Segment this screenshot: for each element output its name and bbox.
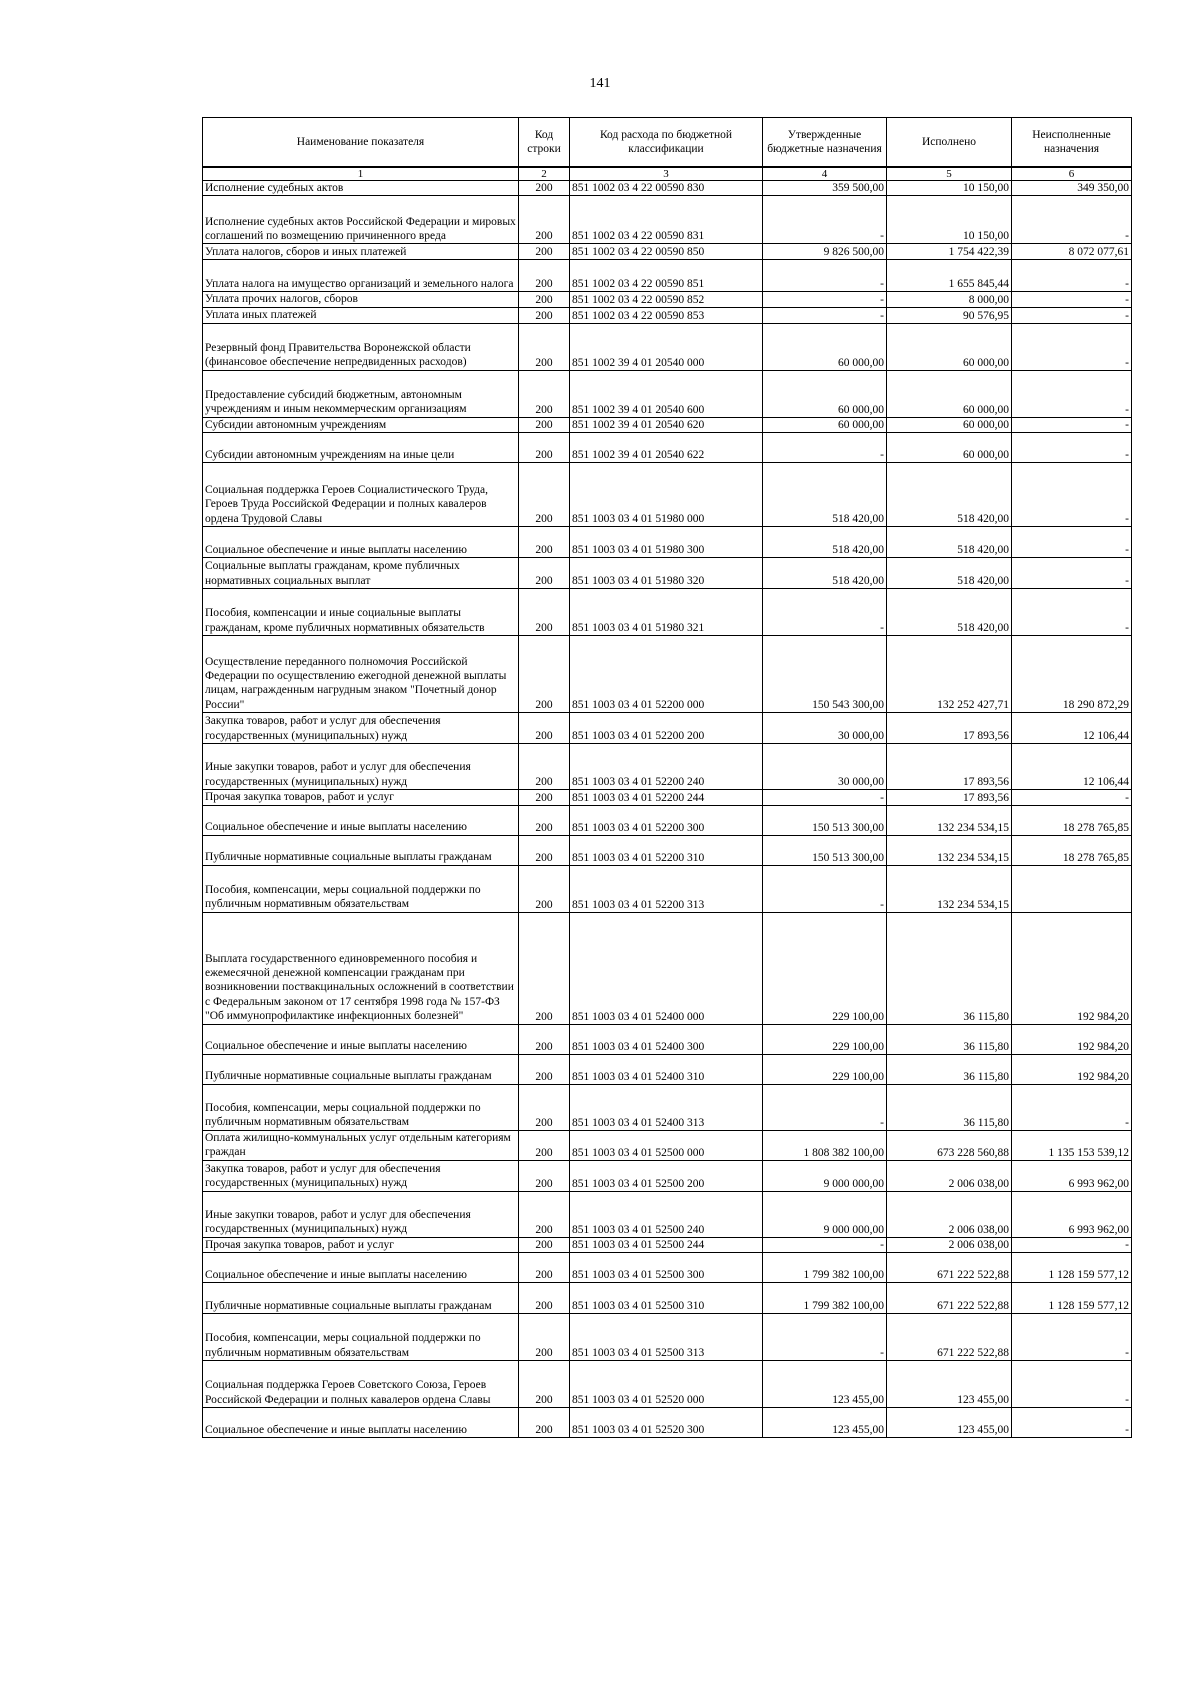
row-name: Пособия, компенсации, меры социальной поддержки по публичным нормативным обязательствам	[203, 865, 519, 912]
row-approved-amount: 518 420,00	[763, 527, 887, 558]
row-line-code: 200	[519, 292, 570, 307]
row-approved-amount: 123 455,00	[763, 1361, 887, 1408]
row-approved-amount: 1 799 382 100,00	[763, 1253, 887, 1283]
row-name: Пособия, компенсации, меры социальной поддержки по публичным нормативным обязательствам	[203, 1084, 519, 1130]
row-classification-code: 851 1002 03 4 22 00590 851	[570, 260, 763, 292]
row-approved-amount: 359 500,00	[763, 181, 887, 196]
row-name: Пособия, компенсации и иные социальные выплаты гражданам, кроме публичных нормативных обязательств	[203, 589, 519, 636]
row-approved-amount: -	[763, 260, 887, 292]
row-executed-amount: 518 420,00	[887, 527, 1012, 558]
row-unexecuted-amount: 1 128 159 577,12	[1012, 1283, 1132, 1314]
row-classification-code: 851 1002 03 4 22 00590 850	[570, 244, 763, 260]
row-executed-amount: 132 234 534,15	[887, 805, 1012, 835]
row-classification-code: 851 1003 03 4 01 52200 300	[570, 805, 763, 835]
table-header	[203, 118, 1132, 181]
row-executed-amount: 671 222 522,88	[887, 1314, 1012, 1361]
row-executed-amount: 17 893,56	[887, 744, 1012, 790]
row-line-code: 200	[519, 244, 570, 260]
row-classification-code: 851 1003 03 4 01 51980 321	[570, 589, 763, 636]
row-name: Социальное обеспечение и иные выплаты населению	[203, 805, 519, 835]
row-executed-amount: 2 006 038,00	[887, 1160, 1012, 1191]
table-row	[203, 292, 1132, 307]
row-line-code: 200	[519, 370, 570, 417]
row-unexecuted-amount: 8 072 077,61	[1012, 244, 1132, 260]
row-unexecuted-amount: 192 984,20	[1012, 912, 1132, 1024]
table-row	[203, 790, 1132, 805]
table-row	[203, 713, 1132, 744]
row-line-code: 200	[519, 527, 570, 558]
row-classification-code: 851 1002 03 4 22 00590 831	[570, 196, 763, 244]
row-approved-amount: 123 455,00	[763, 1408, 887, 1438]
row-name: Социальная поддержка Героев Советского Союза, Героев Российской Федерации и полных кавалеров ордена Славы	[203, 1361, 519, 1408]
row-executed-amount: 518 420,00	[887, 558, 1012, 589]
table-row	[203, 433, 1132, 463]
row-unexecuted-amount: 192 984,20	[1012, 1054, 1132, 1084]
budget-execution-table	[202, 117, 1132, 1438]
table-row	[203, 417, 1132, 432]
row-approved-amount: -	[763, 196, 887, 244]
row-unexecuted-amount: -	[1012, 292, 1132, 307]
row-unexecuted-amount: -	[1012, 1237, 1132, 1252]
row-line-code: 200	[519, 1130, 570, 1160]
row-executed-amount: 132 234 534,15	[887, 835, 1012, 865]
row-line-code: 200	[519, 1408, 570, 1438]
table-row	[203, 323, 1132, 370]
row-unexecuted-amount: -	[1012, 323, 1132, 370]
header-approved: Утвержденные бюджетные назначения	[763, 118, 887, 168]
row-name: Уплата налогов, сборов и иных платежей	[203, 244, 519, 260]
row-classification-code: 851 1003 03 4 01 52200 200	[570, 713, 763, 744]
table-row	[203, 196, 1132, 244]
row-name: Осуществление переданного полномочия Российской Федерации по осуществлению ежегодной денежной выплаты лицам, награжденным нагрудным знаком "Почетный донор России"	[203, 636, 519, 713]
row-executed-amount: 60 000,00	[887, 433, 1012, 463]
row-executed-amount: 1 655 845,44	[887, 260, 1012, 292]
row-unexecuted-amount: -	[1012, 1314, 1132, 1361]
column-number: 3	[570, 167, 763, 181]
row-unexecuted-amount: 1 128 159 577,12	[1012, 1253, 1132, 1283]
row-approved-amount: 60 000,00	[763, 417, 887, 432]
column-number: 4	[763, 167, 887, 181]
row-approved-amount: -	[763, 292, 887, 307]
table-row	[203, 1160, 1132, 1191]
row-unexecuted-amount: -	[1012, 370, 1132, 417]
row-classification-code: 851 1003 03 4 01 52500 244	[570, 1237, 763, 1252]
row-executed-amount: 36 115,80	[887, 1084, 1012, 1130]
row-line-code: 200	[519, 1160, 570, 1191]
row-name: Социальное обеспечение и иные выплаты населению	[203, 1024, 519, 1054]
row-executed-amount: 8 000,00	[887, 292, 1012, 307]
row-unexecuted-amount	[1012, 865, 1132, 912]
row-line-code: 200	[519, 1237, 570, 1252]
row-classification-code: 851 1003 03 4 01 52200 240	[570, 744, 763, 790]
row-approved-amount: 60 000,00	[763, 370, 887, 417]
row-line-code: 200	[519, 1253, 570, 1283]
row-line-code: 200	[519, 790, 570, 805]
row-approved-amount: 518 420,00	[763, 463, 887, 527]
row-unexecuted-amount: -	[1012, 463, 1132, 527]
row-approved-amount: -	[763, 307, 887, 323]
row-approved-amount: -	[763, 790, 887, 805]
page-number: 141	[589, 76, 611, 91]
table-row	[203, 1314, 1132, 1361]
table-row	[203, 1024, 1132, 1054]
row-line-code: 200	[519, 1361, 570, 1408]
row-executed-amount: 60 000,00	[887, 370, 1012, 417]
row-classification-code: 851 1003 03 4 01 51980 300	[570, 527, 763, 558]
row-unexecuted-amount: -	[1012, 790, 1132, 805]
row-line-code: 200	[519, 1314, 570, 1361]
row-name: Иные закупки товаров, работ и услуг для обеспечения государственных (муниципальных) нужд	[203, 1191, 519, 1237]
row-name: Резервный фонд Правительства Воронежской области (финансовое обеспечение непредвиденных расходов)	[203, 323, 519, 370]
row-executed-amount: 36 115,80	[887, 1054, 1012, 1084]
row-line-code: 200	[519, 1054, 570, 1084]
row-unexecuted-amount: -	[1012, 1084, 1132, 1130]
row-executed-amount: 1 754 422,39	[887, 244, 1012, 260]
row-classification-code: 851 1003 03 4 01 52200 313	[570, 865, 763, 912]
row-name: Публичные нормативные социальные выплаты гражданам	[203, 835, 519, 865]
row-approved-amount: -	[763, 1314, 887, 1361]
row-unexecuted-amount: -	[1012, 589, 1132, 636]
row-classification-code: 851 1002 03 4 22 00590 830	[570, 181, 763, 196]
row-approved-amount: 9 000 000,00	[763, 1160, 887, 1191]
row-classification-code: 851 1002 39 4 01 20540 620	[570, 417, 763, 432]
row-line-code: 200	[519, 196, 570, 244]
row-line-code: 200	[519, 1191, 570, 1237]
row-name: Иные закупки товаров, работ и услуг для обеспечения государственных (муниципальных) нужд	[203, 744, 519, 790]
column-number: 1	[203, 167, 519, 181]
row-unexecuted-amount: -	[1012, 260, 1132, 292]
row-name: Прочая закупка товаров, работ и услуг	[203, 790, 519, 805]
row-classification-code: 851 1003 03 4 01 52520 300	[570, 1408, 763, 1438]
row-unexecuted-amount: -	[1012, 527, 1132, 558]
row-classification-code: 851 1002 39 4 01 20540 600	[570, 370, 763, 417]
row-executed-amount: 123 455,00	[887, 1361, 1012, 1408]
row-name: Закупка товаров, работ и услуг для обеспечения государственных (муниципальных) нужд	[203, 713, 519, 744]
row-unexecuted-amount: -	[1012, 1408, 1132, 1438]
row-line-code: 200	[519, 636, 570, 713]
row-name: Уплата налога на имущество организаций и земельного налога	[203, 260, 519, 292]
row-unexecuted-amount: 12 106,44	[1012, 713, 1132, 744]
row-executed-amount: 671 222 522,88	[887, 1283, 1012, 1314]
row-classification-code: 851 1003 03 4 01 52500 300	[570, 1253, 763, 1283]
row-unexecuted-amount: 18 290 872,29	[1012, 636, 1132, 713]
row-name: Исполнение судебных актов Российской Федерации и мировых соглашений по возмещению причиненного вреда	[203, 196, 519, 244]
table-body	[203, 181, 1132, 1438]
row-line-code: 200	[519, 835, 570, 865]
row-classification-code: 851 1003 03 4 01 52200 000	[570, 636, 763, 713]
row-name: Оплата жилищно-коммунальных услуг отдельным категориям граждан	[203, 1130, 519, 1160]
row-name: Субсидии автономным учреждениям	[203, 417, 519, 432]
row-unexecuted-amount: 18 278 765,85	[1012, 835, 1132, 865]
row-name: Закупка товаров, работ и услуг для обеспечения государственных (муниципальных) нужд	[203, 1160, 519, 1191]
row-approved-amount: 30 000,00	[763, 744, 887, 790]
header-budget-classification: Код расхода по бюджетной классификации	[570, 118, 763, 168]
row-unexecuted-amount: -	[1012, 417, 1132, 432]
row-classification-code: 851 1003 03 4 01 52500 310	[570, 1283, 763, 1314]
table-row	[203, 307, 1132, 323]
table-row	[203, 1084, 1132, 1130]
row-name: Исполнение судебных актов	[203, 181, 519, 196]
row-executed-amount: 36 115,80	[887, 1024, 1012, 1054]
table-row	[203, 636, 1132, 713]
row-classification-code: 851 1003 03 4 01 52500 200	[570, 1160, 763, 1191]
table-row	[203, 865, 1132, 912]
row-executed-amount: 518 420,00	[887, 463, 1012, 527]
row-classification-code: 851 1003 03 4 01 52520 000	[570, 1361, 763, 1408]
table-row	[203, 370, 1132, 417]
row-name: Публичные нормативные социальные выплаты гражданам	[203, 1283, 519, 1314]
row-unexecuted-amount: 6 993 962,00	[1012, 1191, 1132, 1237]
row-executed-amount: 673 228 560,88	[887, 1130, 1012, 1160]
table-row	[203, 589, 1132, 636]
row-executed-amount: 132 252 427,71	[887, 636, 1012, 713]
row-executed-amount: 2 006 038,00	[887, 1191, 1012, 1237]
header-line-code: Код строки	[519, 118, 570, 168]
row-name: Субсидии автономным учреждениям на иные цели	[203, 433, 519, 463]
row-name: Социальное обеспечение и иные выплаты населению	[203, 1253, 519, 1283]
row-executed-amount: 60 000,00	[887, 323, 1012, 370]
header-executed: Исполнено	[887, 118, 1012, 168]
table-row	[203, 181, 1132, 196]
column-number: 6	[1012, 167, 1132, 181]
table-row	[203, 260, 1132, 292]
row-unexecuted-amount: -	[1012, 196, 1132, 244]
table-row	[203, 1283, 1132, 1314]
row-line-code: 200	[519, 1283, 570, 1314]
row-classification-code: 851 1002 03 4 22 00590 852	[570, 292, 763, 307]
row-executed-amount: 2 006 038,00	[887, 1237, 1012, 1252]
row-executed-amount: 17 893,56	[887, 713, 1012, 744]
table-row	[203, 1237, 1132, 1252]
table-row	[203, 244, 1132, 260]
row-classification-code: 851 1003 03 4 01 52200 310	[570, 835, 763, 865]
column-number: 2	[519, 167, 570, 181]
row-classification-code: 851 1002 03 4 22 00590 853	[570, 307, 763, 323]
row-name: Пособия, компенсации, меры социальной поддержки по публичным нормативным обязательствам	[203, 1314, 519, 1361]
row-classification-code: 851 1003 03 4 01 52400 313	[570, 1084, 763, 1130]
row-approved-amount: -	[763, 433, 887, 463]
row-classification-code: 851 1003 03 4 01 51980 000	[570, 463, 763, 527]
row-unexecuted-amount: -	[1012, 558, 1132, 589]
row-classification-code: 851 1003 03 4 01 52400 310	[570, 1054, 763, 1084]
table-row	[203, 1408, 1132, 1438]
row-line-code: 200	[519, 805, 570, 835]
row-classification-code: 851 1003 03 4 01 52500 000	[570, 1130, 763, 1160]
row-unexecuted-amount: -	[1012, 307, 1132, 323]
row-approved-amount: -	[763, 865, 887, 912]
row-approved-amount: 60 000,00	[763, 323, 887, 370]
row-line-code: 200	[519, 1084, 570, 1130]
table-row	[203, 527, 1132, 558]
row-executed-amount: 671 222 522,88	[887, 1253, 1012, 1283]
row-approved-amount: 229 100,00	[763, 912, 887, 1024]
table-row	[203, 805, 1132, 835]
row-name: Социальная поддержка Героев Социалистического Труда, Героев Труда Российской Федерации и полных кавалеров ордена Трудовой Славы	[203, 463, 519, 527]
row-unexecuted-amount: 18 278 765,85	[1012, 805, 1132, 835]
row-classification-code: 851 1003 03 4 01 52400 000	[570, 912, 763, 1024]
row-approved-amount: 1 808 382 100,00	[763, 1130, 887, 1160]
row-executed-amount: 10 150,00	[887, 196, 1012, 244]
row-name: Социальные выплаты гражданам, кроме публичных нормативных социальных выплат	[203, 558, 519, 589]
row-classification-code: 851 1003 03 4 01 51980 320	[570, 558, 763, 589]
row-unexecuted-amount: 12 106,44	[1012, 744, 1132, 790]
row-line-code: 200	[519, 181, 570, 196]
row-approved-amount: 150 513 300,00	[763, 835, 887, 865]
table-row	[203, 744, 1132, 790]
row-unexecuted-amount: 192 984,20	[1012, 1024, 1132, 1054]
row-line-code: 200	[519, 307, 570, 323]
row-line-code: 200	[519, 1024, 570, 1054]
row-executed-amount: 60 000,00	[887, 417, 1012, 432]
row-approved-amount: -	[763, 589, 887, 636]
column-number: 5	[887, 167, 1012, 181]
row-name: Социальное обеспечение и иные выплаты населению	[203, 1408, 519, 1438]
table-row	[203, 835, 1132, 865]
row-line-code: 200	[519, 558, 570, 589]
row-line-code: 200	[519, 713, 570, 744]
row-name: Предоставление субсидий бюджетным, автономным учреждениям и иным некоммерческим организациям	[203, 370, 519, 417]
table-row	[203, 1253, 1132, 1283]
row-executed-amount: 123 455,00	[887, 1408, 1012, 1438]
row-approved-amount: 229 100,00	[763, 1054, 887, 1084]
row-unexecuted-amount: -	[1012, 1361, 1132, 1408]
row-unexecuted-amount: 1 135 153 539,12	[1012, 1130, 1132, 1160]
row-name: Уплата иных платежей	[203, 307, 519, 323]
row-approved-amount: 229 100,00	[763, 1024, 887, 1054]
row-unexecuted-amount: -	[1012, 433, 1132, 463]
row-executed-amount: 90 576,95	[887, 307, 1012, 323]
row-line-code: 200	[519, 260, 570, 292]
row-line-code: 200	[519, 463, 570, 527]
row-approved-amount: 1 799 382 100,00	[763, 1283, 887, 1314]
row-line-code: 200	[519, 912, 570, 1024]
row-name: Публичные нормативные социальные выплаты гражданам	[203, 1054, 519, 1084]
row-approved-amount: -	[763, 1084, 887, 1130]
row-name: Выплата государственного единовременного пособия и ежемесячной денежной компенсации гражданам при возникновении поствакцинальных осложнений в соответствии с Федеральным законом от 17 сентября 1998 года № 157-ФЗ "Об иммунопрофилактике инфекционных болезней"	[203, 912, 519, 1024]
row-executed-amount: 518 420,00	[887, 589, 1012, 636]
row-approved-amount: 150 513 300,00	[763, 805, 887, 835]
row-name: Прочая закупка товаров, работ и услуг	[203, 1237, 519, 1252]
table-row	[203, 1361, 1132, 1408]
row-line-code: 200	[519, 744, 570, 790]
table-row	[203, 463, 1132, 527]
row-approved-amount: 30 000,00	[763, 713, 887, 744]
row-approved-amount: -	[763, 1237, 887, 1252]
row-unexecuted-amount: 6 993 962,00	[1012, 1160, 1132, 1191]
header-indicator-name: Наименование показателя	[203, 118, 519, 168]
row-approved-amount: 9 000 000,00	[763, 1191, 887, 1237]
row-classification-code: 851 1003 03 4 01 52500 240	[570, 1191, 763, 1237]
header-unexecuted: Неисполненные назначения	[1012, 118, 1132, 168]
row-line-code: 200	[519, 589, 570, 636]
row-approved-amount: 150 543 300,00	[763, 636, 887, 713]
row-executed-amount: 10 150,00	[887, 181, 1012, 196]
row-executed-amount: 132 234 534,15	[887, 865, 1012, 912]
table-row	[203, 1130, 1132, 1160]
row-line-code: 200	[519, 433, 570, 463]
row-executed-amount: 17 893,56	[887, 790, 1012, 805]
table-row	[203, 558, 1132, 589]
row-line-code: 200	[519, 865, 570, 912]
row-unexecuted-amount: 349 350,00	[1012, 181, 1132, 196]
row-classification-code: 851 1002 39 4 01 20540 622	[570, 433, 763, 463]
row-name: Уплата прочих налогов, сборов	[203, 292, 519, 307]
row-classification-code: 851 1002 39 4 01 20540 000	[570, 323, 763, 370]
table-row	[203, 912, 1132, 1024]
table-row	[203, 1191, 1132, 1237]
row-line-code: 200	[519, 417, 570, 432]
table-row	[203, 1054, 1132, 1084]
row-executed-amount: 36 115,80	[887, 912, 1012, 1024]
row-classification-code: 851 1003 03 4 01 52500 313	[570, 1314, 763, 1361]
row-name: Социальное обеспечение и иные выплаты населению	[203, 527, 519, 558]
row-classification-code: 851 1003 03 4 01 52400 300	[570, 1024, 763, 1054]
row-classification-code: 851 1003 03 4 01 52200 244	[570, 790, 763, 805]
column-numbers-row	[203, 167, 1132, 181]
row-approved-amount: 9 826 500,00	[763, 244, 887, 260]
row-approved-amount: 518 420,00	[763, 558, 887, 589]
row-line-code: 200	[519, 323, 570, 370]
